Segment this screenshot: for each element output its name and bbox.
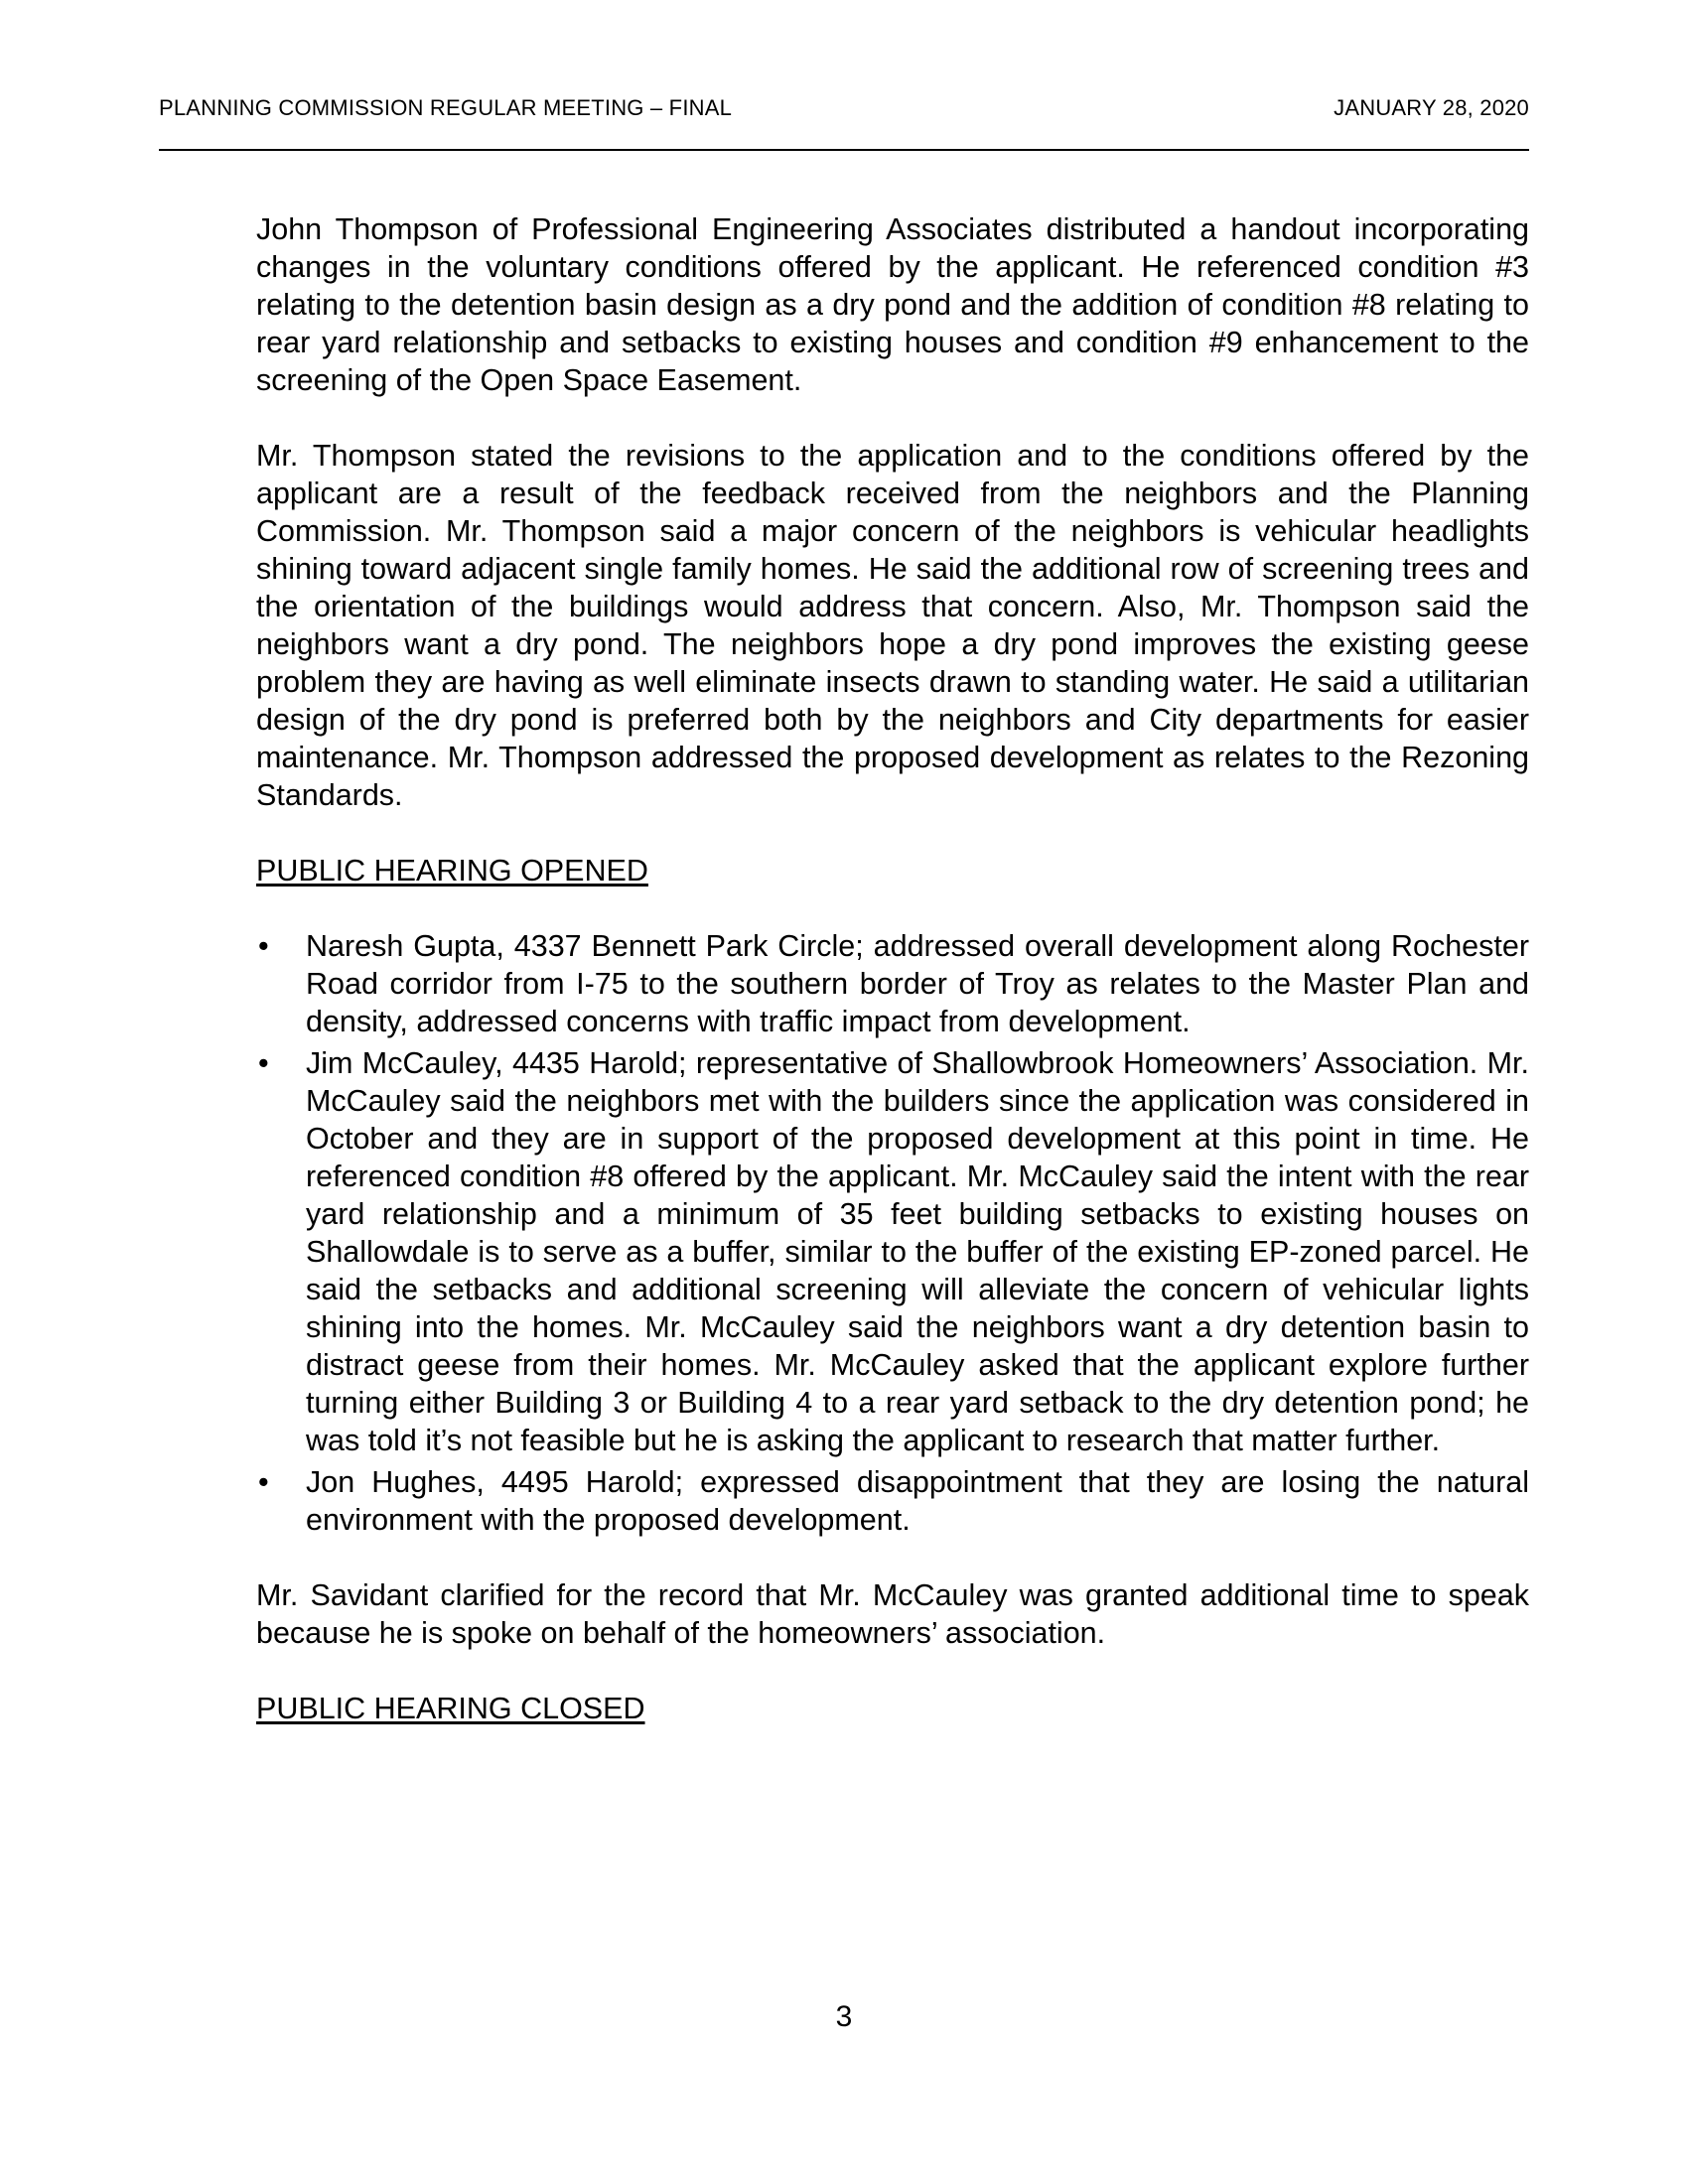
list-item: [256, 927, 1529, 1040]
page-header: [159, 95, 1529, 129]
heading-public-hearing-closed: PUBLIC HEARING CLOSED: [256, 1692, 645, 1725]
public-comment-list: [256, 927, 1529, 1539]
comment-hughes: Jon Hughes, 4495 Harold; expressed disappointment that they are losing the natural environment with the proposed development.: [306, 1465, 1529, 1537]
list-item: [256, 1463, 1529, 1539]
document-body: [256, 210, 1529, 1765]
paragraph-savidant: Mr. Savidant clarified for the record that Mr. McCauley was granted additional time to speak because he is spoke on behalf of the homeowners’ association.: [256, 1578, 1529, 1650]
paragraph-thompson-revisions: Mr. Thompson stated the revisions to the application and to the conditions offered by the applicant are a result of the feedback received from the neighbors and the Planning Commission. Mr. Thompson said a major concern of the neighbors is vehicular headlights shining toward adjacent single family homes. He said the additional row of screening trees and the orientation of the buildings would address that concern. Also, Mr. Thompson said the neighbors want a dry pond. The neighbors hope a dry pond improves the existing geese problem they are having as well eliminate insects drawn to standing water. He said a utilitarian design of the dry pond is preferred both by the neighbors and City departments for easier maintenance. Mr. Thompson addressed the proposed development as relates to the Rezoning Standards.: [256, 439, 1529, 812]
comment-gupta: Naresh Gupta, 4337 Bennett Park Circle; addressed overall development along Rochester Road corridor from I-75 to the southern border of Troy as relates to the Master Plan and density, addressed concerns with traffic impact from development.: [306, 929, 1529, 1038]
header-meeting-title: PLANNING COMMISSION REGULAR MEETING – FINAL: [159, 95, 733, 120]
header-meeting-date: JANUARY 28, 2020: [1334, 95, 1529, 120]
list-item: [256, 1044, 1529, 1459]
heading-public-hearing-opened: PUBLIC HEARING OPENED: [256, 854, 648, 887]
bullet-icon: •: [258, 929, 269, 963]
paragraph-thompson-handout: John Thompson of Professional Engineering Associates distributed a handout incorporating changes in the voluntary conditions offered by the applicant. He referenced condition #3 relating to the detention basin design as a dry pond and the addition of condition #8 relating to rear yard relationship and setbacks to existing houses and condition #9 enhancement to the screening of the Open Space Easement.: [256, 212, 1529, 397]
comment-mccauley: Jim McCauley, 4435 Harold; representative of Shallowbrook Homeowners’ Association. Mr. McCauley said the neighbors met with the builders since the application was considered in October and they are in support of the proposed development at this point in time. He referenced condition #8 offered by the applicant. Mr. McCauley said the intent with the rear yard relationship and a minimum of 35 feet building setbacks to existing houses on Shallowdale is to serve as a buffer, similar to the buffer of the existing EP-zoned parcel. He said the setbacks and additional screening will alleviate the concern of vehicular lights shining into the homes. Mr. McCauley said the neighbors want a dry detention basin to distract geese from their homes. Mr. McCauley asked that the applicant explore further turning either Building 3 or Building 4 to a rear yard setback to the dry detention pond; he was told it’s not feasible but he is asking the applicant to research that matter further.: [306, 1046, 1529, 1457]
header-divider: [159, 149, 1529, 151]
page-number: 3: [835, 2000, 853, 2033]
bullet-icon: •: [258, 1465, 269, 1499]
bullet-icon: •: [258, 1046, 269, 1080]
